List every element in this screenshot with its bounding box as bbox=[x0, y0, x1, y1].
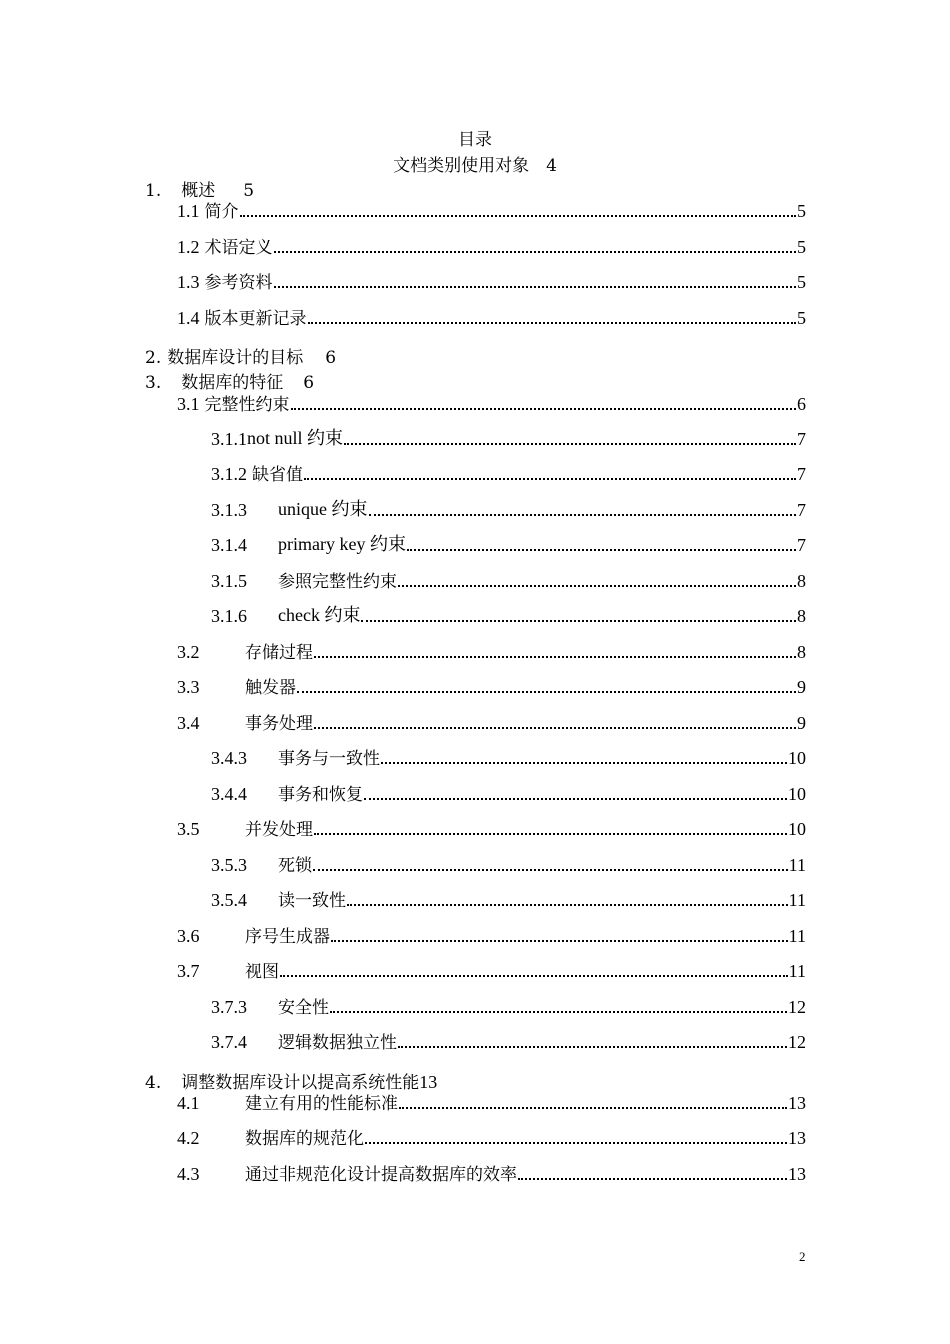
toc-entry-text: 并发处理 bbox=[245, 820, 313, 840]
toc-entry-3-1[interactable] bbox=[177, 393, 806, 415]
toc-leader-dots bbox=[361, 620, 796, 622]
toc-entry-text: 逻辑数据独立性 bbox=[278, 1033, 397, 1053]
toc-heading-text: 概述 bbox=[181, 181, 216, 201]
toc-entry-text: 通过非规范化设计提高数据库的效率 bbox=[245, 1165, 517, 1185]
toc-entry-3-1-5[interactable] bbox=[211, 570, 806, 592]
toc-leader-dots bbox=[297, 691, 796, 693]
toc-entry-number: 3.1.3 bbox=[211, 500, 247, 520]
toc-entry-text: 事务和恢复 bbox=[278, 785, 363, 805]
toc-entry-3-7-3[interactable] bbox=[211, 996, 806, 1018]
toc-entry-number: 3.1.4 bbox=[211, 535, 247, 555]
toc-entry-number: 1.2 bbox=[177, 237, 200, 257]
toc-entry-3-5[interactable] bbox=[177, 818, 806, 840]
toc-heading-2[interactable] bbox=[145, 343, 336, 368]
toc-entry-3-4-4[interactable] bbox=[211, 783, 806, 805]
toc-entry-number: 3.1.2 bbox=[211, 464, 247, 484]
toc-entry-number: 4.3 bbox=[177, 1164, 200, 1184]
toc-entry-page: 9 bbox=[797, 677, 806, 697]
toc-entry-page: 10 bbox=[788, 784, 806, 804]
toc-title: 目录 bbox=[458, 130, 492, 150]
toc-entry-1-2[interactable] bbox=[177, 236, 806, 258]
toc-entry-number: 1.4 bbox=[177, 308, 200, 328]
toc-entry-4-3[interactable] bbox=[177, 1163, 806, 1185]
toc-entry-text: 死锁 bbox=[278, 856, 312, 876]
toc-entry-number: 3.5 bbox=[177, 819, 200, 839]
toc-entry-3-1-4[interactable] bbox=[211, 534, 806, 556]
toc-entry-number: 3.5.3 bbox=[211, 855, 247, 875]
toc-entry-page: 6 bbox=[797, 394, 806, 414]
toc-entry-3-7[interactable] bbox=[177, 960, 806, 982]
toc-entry-text: 读一致性 bbox=[278, 891, 346, 911]
toc-entry-number: 3.2 bbox=[177, 642, 200, 662]
toc-entry-page: 7 bbox=[797, 535, 806, 555]
toc-entry-3-3[interactable] bbox=[177, 676, 806, 698]
toc-entry-text: 事务与一致性 bbox=[278, 749, 380, 769]
toc-entry-3-6[interactable] bbox=[177, 925, 806, 947]
toc-entry-text: 建立有用的性能标准 bbox=[245, 1094, 398, 1114]
toc-entry-text: 安全性 bbox=[278, 998, 329, 1018]
toc-entry-page: 13 bbox=[788, 1093, 806, 1113]
toc-entry-page: 13 bbox=[788, 1164, 806, 1184]
toc-leader-dots bbox=[398, 1046, 787, 1048]
toc-leader-dots bbox=[313, 869, 788, 871]
toc-entry-text: 参考资料 bbox=[204, 273, 273, 293]
toc-entry-3-5-4[interactable] bbox=[211, 889, 806, 911]
toc-heading-number: 1. bbox=[145, 181, 162, 201]
toc-subtitle: 文档类别使用对象 4 bbox=[393, 156, 557, 176]
toc-entry-page: 11 bbox=[788, 855, 806, 875]
toc-entry-number: 3.4 bbox=[177, 713, 200, 733]
toc-entry-3-1-2[interactable] bbox=[211, 463, 806, 485]
toc-entry-3-4-3[interactable] bbox=[211, 747, 806, 769]
toc-entry-text: 术语定义 bbox=[204, 238, 273, 258]
toc-entry-page: 11 bbox=[788, 961, 806, 981]
toc-leader-dots bbox=[280, 975, 788, 977]
toc-entry-text: 版本更新记录 bbox=[204, 309, 307, 329]
toc-entry-number: 3.7 bbox=[177, 961, 200, 981]
toc-entry-number: 3.4.4 bbox=[211, 784, 247, 804]
toc-leader-dots bbox=[407, 549, 796, 551]
page-number: 2 bbox=[799, 1249, 806, 1264]
toc-entry-page: 9 bbox=[797, 713, 806, 733]
toc-entry-4-2[interactable] bbox=[177, 1127, 806, 1149]
toc-entry-4-1[interactable] bbox=[177, 1092, 806, 1114]
toc-entry-number: 1.3 bbox=[177, 272, 200, 292]
toc-entry-number: 3.1.1 bbox=[211, 429, 247, 449]
toc-entry-text: 完整性约束 bbox=[204, 395, 290, 415]
toc-leader-dots bbox=[314, 833, 787, 835]
toc-entry-number: 3.7.4 bbox=[211, 1032, 247, 1052]
toc-leader-dots bbox=[304, 478, 796, 480]
toc-entry-page: 10 bbox=[788, 819, 806, 839]
toc-entry-page: 5 bbox=[797, 201, 806, 221]
toc-leader-dots bbox=[240, 215, 797, 217]
toc-entry-number: 1.1 bbox=[177, 201, 200, 221]
toc-leader-dots bbox=[364, 798, 787, 800]
toc-leader-dots bbox=[381, 762, 787, 764]
toc-heading-page: 13 bbox=[419, 1072, 438, 1092]
toc-entry-page: 10 bbox=[788, 748, 806, 768]
toc-entry-number: 4.2 bbox=[177, 1128, 200, 1148]
toc-entry-text: unique 约束 bbox=[278, 499, 368, 519]
toc-entry-text: 序号生成器 bbox=[245, 927, 330, 947]
toc-leader-dots bbox=[291, 408, 797, 410]
toc-entry-page: 11 bbox=[788, 926, 806, 946]
toc-entry-number: 3.1.6 bbox=[211, 606, 247, 626]
toc-entry-page: 7 bbox=[797, 429, 806, 449]
toc-entry-text: 事务处理 bbox=[245, 714, 313, 734]
toc-entry-page: 5 bbox=[797, 272, 806, 292]
toc-leader-dots bbox=[369, 514, 797, 516]
toc-leader-dots bbox=[330, 1011, 787, 1013]
toc-entry-number: 3.3 bbox=[177, 677, 200, 697]
toc-entry-number: 3.4.3 bbox=[211, 748, 247, 768]
toc-entry-number: 3.1.5 bbox=[211, 571, 247, 591]
toc-entry-page: 5 bbox=[797, 237, 806, 257]
toc-entry-page: 12 bbox=[788, 1032, 806, 1052]
toc-entry-3-7-4[interactable] bbox=[211, 1031, 806, 1053]
toc-leader-dots bbox=[314, 727, 796, 729]
toc-entry-text: not null 约束 bbox=[247, 428, 344, 448]
toc-leader-dots bbox=[314, 656, 796, 658]
toc-entry-number: 4.1 bbox=[177, 1093, 200, 1113]
toc-entry-3-4[interactable] bbox=[177, 712, 806, 734]
toc-entry-text: 视图 bbox=[245, 962, 279, 982]
toc-entry-text: 简介 bbox=[204, 202, 239, 222]
toc-entry-page: 12 bbox=[788, 997, 806, 1017]
toc-entry-number: 3.6 bbox=[177, 926, 200, 946]
toc-entry-text: 参照完整性约束 bbox=[278, 572, 397, 592]
toc-heading-page: 6 bbox=[303, 373, 315, 393]
toc-entry-text: 存储过程 bbox=[245, 643, 313, 663]
toc-heading-page: 6 bbox=[325, 348, 337, 368]
toc-entry-3-5-3[interactable] bbox=[211, 854, 806, 876]
toc-entry-1-3[interactable] bbox=[177, 271, 806, 293]
toc-entry-3-1-6[interactable] bbox=[211, 605, 806, 627]
toc-leader-dots bbox=[344, 443, 796, 445]
toc-entry-text: 缺省值 bbox=[252, 465, 303, 485]
toc-entry-page: 11 bbox=[788, 890, 806, 910]
toc-entry-text: primary key 约束 bbox=[278, 534, 406, 554]
toc-leader-dots bbox=[274, 251, 797, 253]
toc-leader-dots bbox=[308, 322, 797, 324]
toc-heading-number: 4. bbox=[145, 1073, 162, 1093]
toc-leader-dots bbox=[274, 286, 797, 288]
toc-entry-number: 3.7.3 bbox=[211, 997, 247, 1017]
toc-heading-text: 数据库设计的目标 bbox=[167, 348, 304, 368]
toc-leader-dots bbox=[347, 904, 788, 906]
toc-leader-dots bbox=[518, 1178, 787, 1180]
toc-leader-dots bbox=[399, 1107, 787, 1109]
toc-leader-dots bbox=[398, 585, 796, 587]
toc-entry-page: 8 bbox=[797, 642, 806, 662]
toc-entry-page: 8 bbox=[797, 571, 806, 591]
toc-entry-page: 5 bbox=[797, 308, 806, 328]
toc-heading-text: 数据库的特征 bbox=[181, 373, 284, 393]
toc-entry-3-2[interactable] bbox=[177, 641, 806, 663]
toc-entry-page: 8 bbox=[797, 606, 806, 626]
toc-entry-text: check 约束 bbox=[278, 605, 361, 625]
toc-heading-page: 5 bbox=[243, 181, 255, 201]
toc-entry-number: 3.1 bbox=[177, 394, 200, 414]
toc-entry-page: 13 bbox=[788, 1128, 806, 1148]
toc-entry-1-4[interactable] bbox=[177, 307, 806, 329]
toc-leader-dots bbox=[331, 940, 788, 942]
toc-entry-3-1-1[interactable] bbox=[211, 428, 806, 450]
toc-heading-number: 2. bbox=[145, 348, 162, 368]
toc-leader-dots bbox=[365, 1142, 787, 1144]
toc-entry-page: 7 bbox=[797, 500, 806, 520]
toc-entry-text: 数据库的规范化 bbox=[245, 1129, 364, 1149]
toc-entry-number: 3.5.4 bbox=[211, 890, 247, 910]
toc-entry-page: 7 bbox=[797, 464, 806, 484]
toc-heading-text: 调整数据库设计以提高系统性能 bbox=[181, 1073, 420, 1093]
toc-entry-text: 触发器 bbox=[245, 678, 296, 698]
toc-entry-1-1[interactable] bbox=[177, 200, 806, 222]
toc-heading-number: 3. bbox=[145, 373, 162, 393]
toc-entry-3-1-3[interactable] bbox=[211, 499, 806, 521]
